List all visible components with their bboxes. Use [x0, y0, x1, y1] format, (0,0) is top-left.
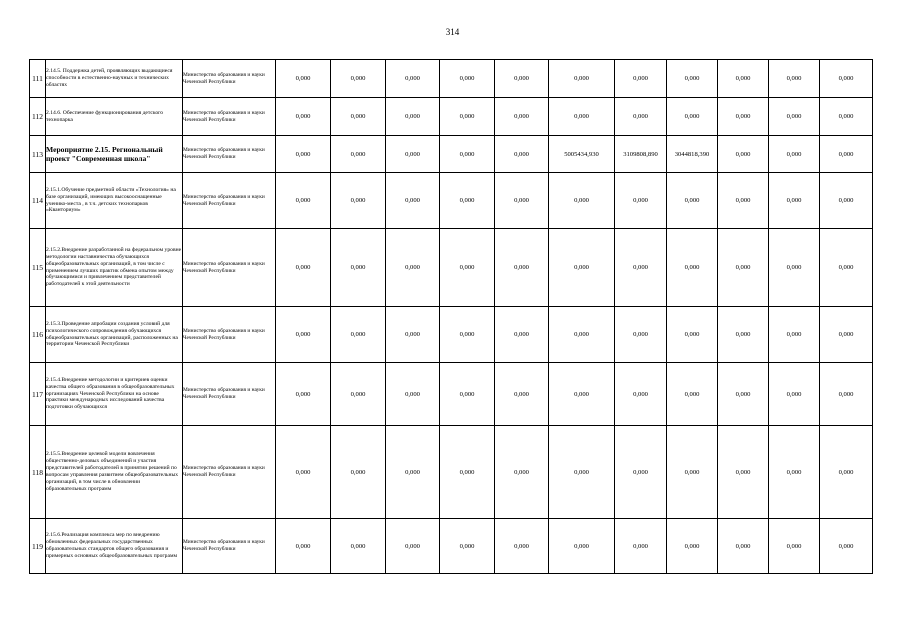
value-cell: 0,000: [820, 229, 873, 307]
value-cell: 0,000: [276, 173, 331, 229]
value-cell: 0,000: [495, 363, 549, 426]
table-row: [30, 307, 873, 363]
row-executor: Министерство образования и науки Чеченской Республики: [183, 363, 276, 426]
value-cell: 0,000: [331, 519, 386, 574]
row-name: Мероприятие 2.15. Региональный проект "Современная школа": [46, 136, 183, 173]
value-cell: 3109808,890: [615, 136, 667, 173]
value-cell: 0,000: [331, 173, 386, 229]
row-number: 113: [30, 136, 46, 173]
value-cell: 0,000: [276, 307, 331, 363]
value-cell: 0,000: [440, 173, 495, 229]
value-cell: 0,000: [549, 60, 615, 98]
value-cell: 0,000: [718, 307, 769, 363]
value-cell: 0,000: [667, 98, 718, 136]
table-row: [30, 173, 873, 229]
value-cell: 0,000: [549, 98, 615, 136]
row-name: 2.14.5. Поддержка детей, проявляющих выдающиеся способности в естественно-научных и технических областях: [46, 60, 183, 98]
table-row: [30, 136, 873, 173]
value-cell: 0,000: [440, 60, 495, 98]
value-cell: 0,000: [386, 363, 440, 426]
value-cell: 5005434,930: [549, 136, 615, 173]
row-executor: Министерство образования и науки Чеченской Республики: [183, 173, 276, 229]
value-cell: 0,000: [667, 519, 718, 574]
row-number: 112: [30, 98, 46, 136]
value-cell: 0,000: [820, 426, 873, 519]
value-cell: 0,000: [495, 60, 549, 98]
value-cell: 0,000: [495, 229, 549, 307]
row-number: 118: [30, 426, 46, 519]
table-row: [30, 98, 873, 136]
value-cell: 0,000: [615, 60, 667, 98]
value-cell: 0,000: [667, 426, 718, 519]
value-cell: 0,000: [718, 426, 769, 519]
value-cell: 0,000: [769, 98, 820, 136]
value-cell: 0,000: [718, 173, 769, 229]
value-cell: 0,000: [718, 229, 769, 307]
value-cell: 0,000: [718, 363, 769, 426]
value-cell: 0,000: [615, 98, 667, 136]
table-row: [30, 229, 873, 307]
value-cell: 0,000: [331, 426, 386, 519]
row-name: 2.15.3.Проведение апробации создания условий для психологического сопровождения обучающихся общеобразовательных организаций, расположенных на территории Чеченской Республики: [46, 307, 183, 363]
value-cell: 0,000: [615, 426, 667, 519]
row-number: 116: [30, 307, 46, 363]
value-cell: 0,000: [549, 519, 615, 574]
value-cell: 0,000: [820, 60, 873, 98]
value-cell: 0,000: [667, 363, 718, 426]
row-executor: Министерство образования и науки Чеченской Республики: [183, 307, 276, 363]
value-cell: 0,000: [615, 229, 667, 307]
row-number: 111: [30, 60, 46, 98]
value-cell: 0,000: [549, 173, 615, 229]
value-cell: 0,000: [331, 60, 386, 98]
row-executor: Министерство образования и науки Чеченской Республики: [183, 136, 276, 173]
value-cell: 0,000: [769, 363, 820, 426]
value-cell: 0,000: [769, 60, 820, 98]
value-cell: 0,000: [615, 173, 667, 229]
value-cell: 0,000: [667, 60, 718, 98]
row-number: 115: [30, 229, 46, 307]
value-cell: 0,000: [495, 173, 549, 229]
value-cell: 0,000: [440, 363, 495, 426]
table-row: [30, 519, 873, 574]
value-cell: 0,000: [331, 136, 386, 173]
value-cell: 0,000: [495, 98, 549, 136]
value-cell: 0,000: [718, 136, 769, 173]
value-cell: 0,000: [820, 363, 873, 426]
row-name: 2.15.6.Реализация комплекса мер по внедрению обновленных федеральных государственных образовательных стандартов общего образования и примерных основных общеобразовательных программ: [46, 519, 183, 574]
value-cell: 0,000: [276, 136, 331, 173]
value-cell: 0,000: [276, 60, 331, 98]
value-cell: 0,000: [276, 98, 331, 136]
row-number: 117: [30, 363, 46, 426]
value-cell: 0,000: [769, 229, 820, 307]
row-name: 2.15.4.Внедрение методологии и критериев оценки качества общего образования в общеобразовательных организациях Чеченской Республики на основе практики международных исследований качества подготовки обучающихся: [46, 363, 183, 426]
value-cell: 0,000: [667, 307, 718, 363]
page-number: 314: [445, 27, 460, 37]
value-cell: 0,000: [386, 307, 440, 363]
value-cell: 0,000: [386, 136, 440, 173]
value-cell: 0,000: [667, 229, 718, 307]
program-table: [29, 59, 873, 574]
value-cell: 0,000: [386, 98, 440, 136]
row-name: 2.14.6. Обеспечение функционирования детского технопарка: [46, 98, 183, 136]
value-cell: 0,000: [820, 98, 873, 136]
value-cell: 0,000: [495, 426, 549, 519]
value-cell: 0,000: [276, 363, 331, 426]
row-name: 2.15.5.Внедрение целевой модели вовлечения общественно-деловых объединений и участия представителей работодателей в принятии решений по вопросам управления развитием общеобразовательных организаций, в том числе в обновлении образовательных программ: [46, 426, 183, 519]
value-cell: 0,000: [331, 307, 386, 363]
value-cell: 0,000: [820, 519, 873, 574]
value-cell: 0,000: [820, 136, 873, 173]
value-cell: 0,000: [440, 98, 495, 136]
value-cell: 0,000: [615, 307, 667, 363]
value-cell: 0,000: [615, 519, 667, 574]
value-cell: 0,000: [820, 173, 873, 229]
value-cell: 0,000: [276, 519, 331, 574]
value-cell: 0,000: [769, 519, 820, 574]
value-cell: 0,000: [331, 363, 386, 426]
value-cell: 0,000: [549, 426, 615, 519]
value-cell: 0,000: [549, 363, 615, 426]
row-executor: Министерство образования и науки Чеченской Республики: [183, 229, 276, 307]
row-name: 2.15.2.Внедрение разработанной на федеральном уровне методологии наставничества обучающихся общеобразовательных организаций, в том числе с применением лучших практик обмена опытом между обучающимися и привлечением представителей работодателей к этой деятельности: [46, 229, 183, 307]
value-cell: 0,000: [440, 136, 495, 173]
value-cell: 0,000: [615, 363, 667, 426]
value-cell: 0,000: [386, 173, 440, 229]
value-cell: 0,000: [495, 307, 549, 363]
value-cell: 0,000: [718, 98, 769, 136]
value-cell: 0,000: [386, 60, 440, 98]
value-cell: 0,000: [718, 519, 769, 574]
row-executor: Министерство образования и науки Чеченской Республики: [183, 426, 276, 519]
value-cell: 0,000: [718, 60, 769, 98]
table-row: [30, 426, 873, 519]
row-executor: Министерство образования и науки Чеченской Республики: [183, 60, 276, 98]
value-cell: 0,000: [549, 307, 615, 363]
value-cell: 0,000: [331, 229, 386, 307]
value-cell: 0,000: [769, 136, 820, 173]
value-cell: 0,000: [276, 229, 331, 307]
value-cell: 0,000: [549, 229, 615, 307]
row-name: 2.15.1.Обучение предметной области «Технология» на базе организаций, имеющих высокооснащенные ученико-места , в т.ч. детских технопарков «Кванториум»: [46, 173, 183, 229]
value-cell: 0,000: [769, 173, 820, 229]
value-cell: 0,000: [386, 426, 440, 519]
value-cell: 0,000: [440, 229, 495, 307]
value-cell: 0,000: [440, 307, 495, 363]
value-cell: 3044818,390: [667, 136, 718, 173]
value-cell: 0,000: [440, 519, 495, 574]
value-cell: 0,000: [276, 426, 331, 519]
value-cell: 0,000: [495, 519, 549, 574]
value-cell: 0,000: [386, 229, 440, 307]
row-number: 119: [30, 519, 46, 574]
value-cell: 0,000: [495, 136, 549, 173]
table-row: [30, 60, 873, 98]
table-row: [30, 363, 873, 426]
value-cell: 0,000: [386, 519, 440, 574]
value-cell: 0,000: [440, 426, 495, 519]
row-number: 114: [30, 173, 46, 229]
value-cell: 0,000: [769, 307, 820, 363]
value-cell: 0,000: [820, 307, 873, 363]
row-executor: Министерство образования и науки Чеченской Республики: [183, 519, 276, 574]
value-cell: 0,000: [769, 426, 820, 519]
row-executor: Министерство образования и науки Чеченской Республики: [183, 98, 276, 136]
value-cell: 0,000: [667, 173, 718, 229]
value-cell: 0,000: [331, 98, 386, 136]
